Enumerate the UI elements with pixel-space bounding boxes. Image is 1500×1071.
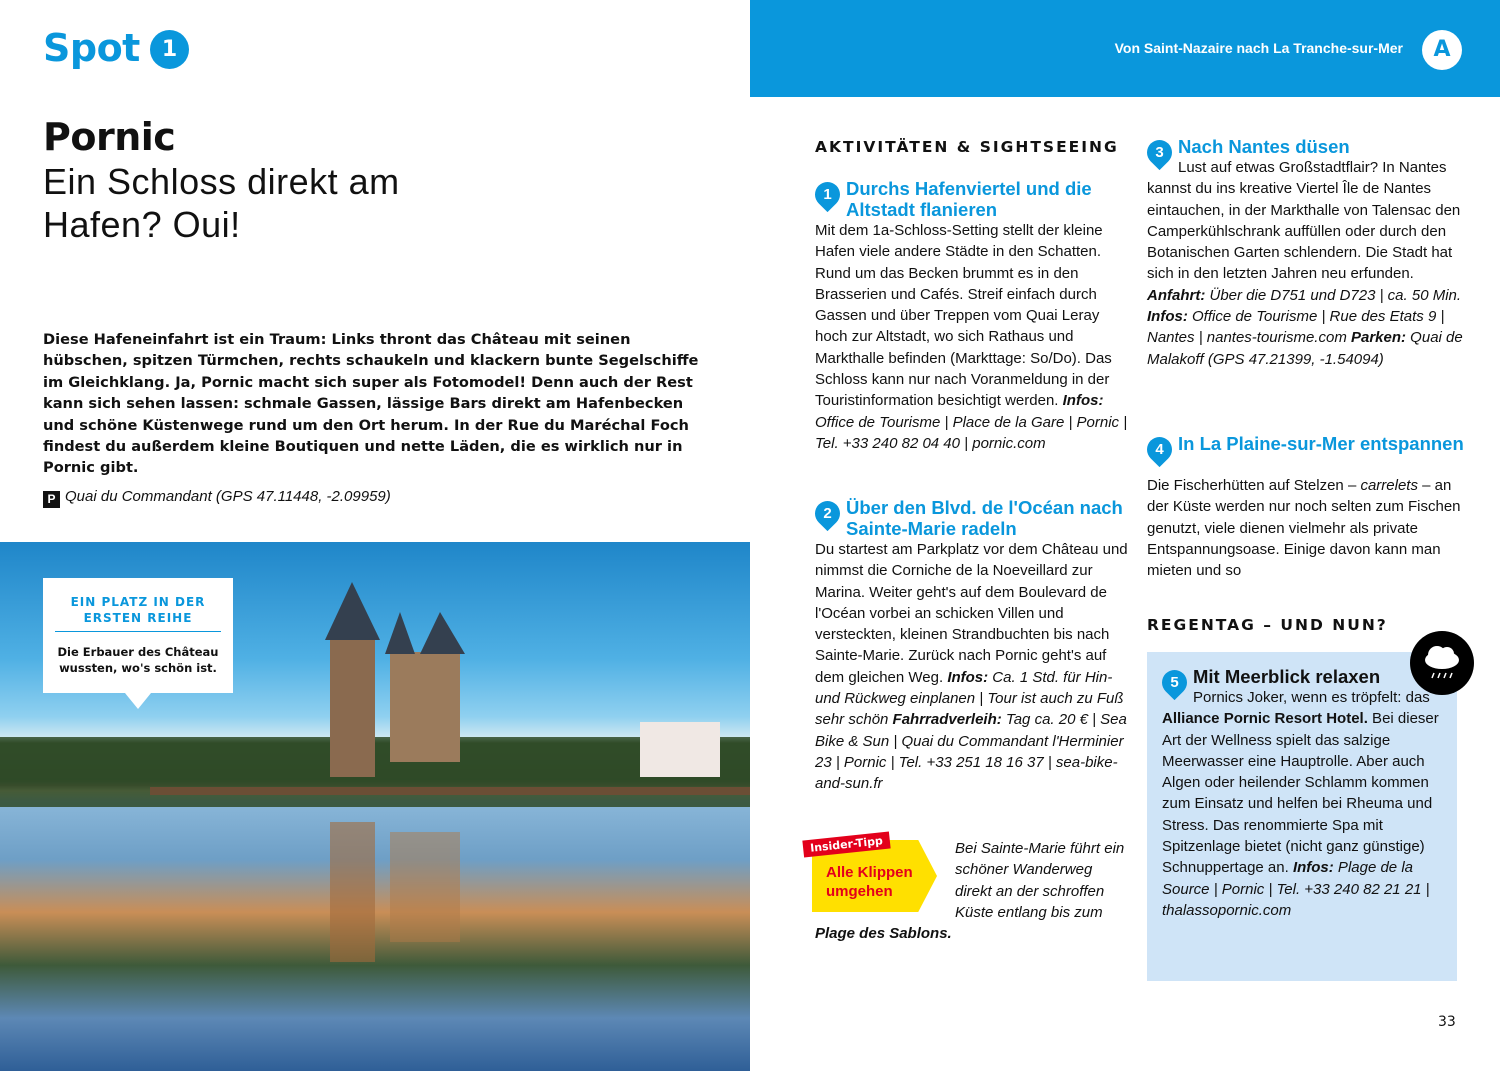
item-heading — [1162, 666, 1447, 691]
pin-number: 5 — [1170, 674, 1179, 691]
text-segment: Mit dem 1a-Schloss-Setting stellt der kleine Hafen viele andere Städte in den Schatten. Rund um das Becken brummt es in den Brasserien und Cafés. Streif einfach durch Gassen und über Treppen vom Quai Leray hoch zur Altstadt, wo sich Rathaus und Markthalle befinden (Markttage: So/Do). Das Schloss kann nur nach Voranmeldung in der Touristinformation besichtigt werden. — [815, 222, 1112, 410]
item-body — [1147, 157, 1465, 370]
section-rainy-day: REGENTAG – UND NUN? — [1147, 616, 1388, 634]
item-heading — [1147, 136, 1465, 161]
text-segment: Tag ca. 20 € | Sea Bike & Sun | Quai du Commandant l'Herminier 23 | Pornic | Tel. +33 251 18 16 37 | sea-bike-and-sun.fr — [815, 711, 1127, 793]
pin-number: 2 — [823, 505, 832, 522]
text-segment: Fahrradverleih: — [892, 711, 1002, 729]
item-body — [815, 220, 1133, 454]
parking-info — [43, 488, 391, 508]
map-pin-icon — [810, 496, 845, 531]
item-title: Über den Blvd. de l'Océan nach Sainte-Marie radeln — [846, 497, 1123, 539]
page-subtitle: Ein Schloss direkt am Hafen? Oui! — [43, 161, 400, 245]
text-segment: carrelets — [1360, 477, 1418, 494]
insider-tip-label: Insider-Tipp — [802, 832, 890, 858]
text-segment: Quai de Malakoff (GPS 47.21399, -1.54094) — [1147, 329, 1463, 368]
pin-number: 1 — [823, 186, 832, 203]
page-number: 33 — [1438, 1014, 1456, 1030]
item-title: Nach Nantes düsen — [1178, 136, 1350, 157]
text-segment: Du startest am Parkplatz vor dem Château und nimmst die Corniche de la Noeveillard zur Marina. Weiter geht's auf dem Boulevard de l'Océan vorbei an schicken Villen und versteckten, kleinen Strandbuchten bis nach Sainte-Marie. Zurück nach Pornic geht's auf dem gleichen Weg. — [815, 541, 1128, 686]
map-pin-icon — [1142, 432, 1177, 467]
text-segment: Parken: — [1350, 329, 1407, 347]
text-segment: Plage des Sablons. — [815, 925, 952, 943]
item-title: Durchs Hafenviertel und die Altstadt flanieren — [846, 178, 1092, 220]
text-segment: – an der Küste werden nur noch selten zum Fischen genutzt, viele dienen vielmehr als private Entspannungsoase. Einige davon kann man mieten und so — [1147, 477, 1461, 580]
activity-item-4 — [1147, 433, 1465, 581]
callout-heading: EIN PLATZ IN DER ERSTEN REIHE — [55, 594, 221, 632]
route-title: Von Saint-Nazaire nach La Tranche-sur-Mer — [1114, 40, 1403, 56]
parking-text: Quai du Commandant (GPS 47.11448, -2.09959) — [65, 488, 391, 505]
text-segment: Anfahrt: — [1147, 286, 1206, 304]
activity-item-2 — [815, 497, 1133, 795]
item-heading — [1147, 433, 1465, 475]
map-pin-icon — [1142, 135, 1177, 170]
item-heading — [815, 497, 1133, 539]
text-segment: Office de Tourisme | Place de la Gare | Pornic | Tel. +33 240 82 04 40 | pornic.com — [815, 413, 1128, 452]
item-heading — [815, 178, 1133, 220]
callout-text: Die Erbauer des Château wussten, wo's schön ist. — [57, 645, 219, 675]
text-segment: Lust auf etwas Großstadtflair? In Nantes kannst du ins kreative Viertel Île de Nantes eintauchen, in der Markthalle von Talensac den Camperkühlschrank auffüllen oder durch den Botanischen Garten schlendern. Die Stadt hat sich in den letzten Jahren neu erfunden. — [1147, 159, 1461, 283]
text-segment: Office de Tourisme | Rue des Etats 9 | Nantes | nantes-tourisme.com — [1147, 308, 1445, 347]
text-segment: Pornics Joker, wenn es tröpfelt: das — [1193, 689, 1430, 706]
insider-tip-text-top — [815, 838, 1125, 944]
spot-label: Spot — [43, 26, 140, 70]
text-segment: Infos: — [1147, 308, 1188, 326]
intro-text: Diese Hafeneinfahrt ist ein Traum: Links thront das Château mit seinen hübschen, spitzen Türmchen, rechts schaukeln und klackern bunte Segelschiffe im Gleichklang. Ja, Pornic macht sich super als Fotomodel! Denn auch der Rest kann sich sehen lassen: schmale Gassen, lässige Bars direkt am Hafenbecken und schöne Küstenwege rund um den Ort herum. In der Rue du Maréchal Foch findest du außerdem kleine Boutiquen und nette Läden, die es wirklich nur in Pornic gibt. — [43, 331, 699, 477]
activity-item-1 — [815, 178, 1133, 454]
text-segment: Über die D751 und D723 | ca. 50 Min. — [1205, 286, 1462, 304]
text-segment: Die Fischerhütten auf Stelzen – — [1147, 477, 1361, 494]
route-a-icon: A — [1422, 30, 1462, 70]
float-spacer — [815, 838, 955, 923]
text-segment: Ca. 1 Std. für Hin- und Rückweg einplanen | Tour ist auch zu Fuß sehr schön — [815, 668, 1124, 729]
map-pin-icon — [810, 177, 845, 212]
item-title: In La Plaine-sur-Mer entspannen — [1178, 433, 1464, 454]
text-segment: Plage de la Source | Pornic | Tel. +33 240 82 21 21 | thalassopornic.com — [1162, 859, 1430, 919]
pin-number: 4 — [1155, 441, 1164, 458]
item-body — [1147, 475, 1465, 581]
item-body — [1162, 687, 1447, 921]
text-segment: Infos: — [1292, 859, 1334, 877]
insider-tip-title: Alle Klippen umgehen — [826, 864, 913, 900]
text-segment: Alliance Pornic Resort Hotel. — [1162, 710, 1368, 728]
activity-item-3 — [1147, 136, 1465, 370]
pin-number: 3 — [1155, 144, 1164, 161]
map-pin-icon — [1157, 665, 1192, 700]
insider-tip-body — [815, 838, 1125, 944]
page-title: Pornic — [43, 115, 176, 159]
spot-number-badge: 1 — [150, 30, 189, 69]
text-segment: Bei dieser Art der Wellness spielt das salzige Meerwasser eine Hauptrolle. Aber auch Algen oder heilender Schlamm kommen zum Einsatz und helfen bei Rheuma und Stress. Das renommierte Spa mit Spitzenlage bietet (nicht ganz günstige) Schnuppertage an. — [1162, 710, 1439, 877]
item-title: Mit Meerblick relaxen — [1193, 666, 1381, 687]
text-segment: Infos: — [1062, 392, 1104, 410]
text-segment: Infos: — [947, 668, 989, 686]
parking-icon: P — [43, 491, 60, 508]
text-segment: Bei Sainte-Marie führt ein schöner Wanderweg direkt an der schroffen Küste entlang bis zum — [955, 840, 1125, 921]
callout-box — [43, 578, 233, 693]
rainy-item-5 — [1162, 666, 1447, 921]
item-body — [815, 539, 1133, 795]
section-activities: AKTIVITÄTEN & SIGHTSEEING — [815, 138, 1119, 156]
